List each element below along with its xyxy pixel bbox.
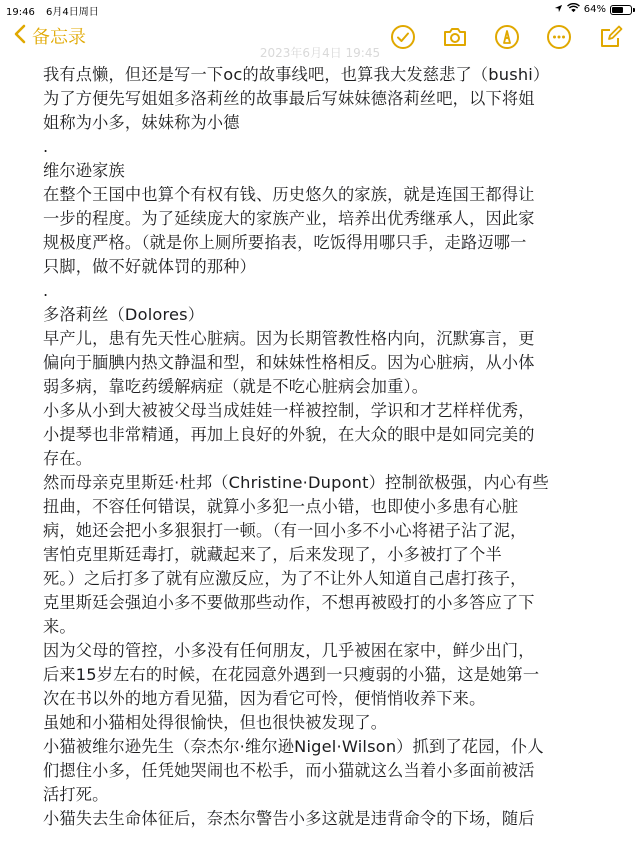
checklist-button[interactable] <box>388 22 418 52</box>
note-line: 虽她和小猫相处得很愉快，但也很快被发现了。 <box>43 713 388 732</box>
note-line: 早产儿，患有先天性心脏病。因为长期管教性格内向，沉默寡言，更 <box>43 329 535 348</box>
location-icon <box>554 4 563 16</box>
note-line: 来。 <box>43 617 76 636</box>
note-line: 存在。 <box>43 449 93 468</box>
note-line: 扭曲，不容任何错误，就算小多犯一点小错，也即使小多患有心脏 <box>43 497 519 516</box>
note-line: 一步的程度。为了延续庞大的家族产业，培养出优秀继承人，因此家 <box>43 209 535 228</box>
note-line: 偏向于腼腆内热文静温和型，和妹妹性格相反。因为心脏病，从小体 <box>43 353 535 372</box>
note-date-watermark: 2023年6月4日 19:45 <box>259 46 381 60</box>
note-line: 维尔逊家族 <box>43 161 125 180</box>
markup-button[interactable] <box>492 22 522 52</box>
note-line: 只脚，做不好就体罚的那种） <box>43 257 257 276</box>
status-left <box>6 3 107 18</box>
note-line: . <box>43 281 49 300</box>
note-line: 弱多病，靠吃药缓解病症（就是不吃心脏病会加重）。 <box>43 377 429 396</box>
note-line: . <box>43 137 49 156</box>
note-line: 姐称为小多，妹妹称为小德 <box>43 113 240 132</box>
checklist-icon <box>390 24 416 50</box>
note-line: 活打死。 <box>43 785 109 804</box>
note-line: 们摁住小多，任凭她哭闹也不松手，而小猫就这么当着小多面前被活 <box>43 761 535 780</box>
back-label: 备忘录 <box>32 27 86 48</box>
battery-percent: 64% <box>583 4 606 15</box>
nav-bar <box>0 20 640 60</box>
note-line: 我有点懒，但还是写一下oc的故事线吧，也算我大发慈悲了（bushi） <box>43 65 550 84</box>
status-time: 19:46 <box>6 7 35 18</box>
compose-icon <box>598 24 624 50</box>
battery-fill <box>612 7 623 13</box>
note-line: 次在书以外的地方看见猫，因为看它可怜，便悄悄收养下来。 <box>43 689 486 708</box>
status-bar <box>0 0 640 18</box>
note-line: 为了方便先写姐姐多洛莉丝的故事最后写妹妹德洛莉丝吧，以下将姐 <box>43 89 535 108</box>
camera-icon <box>442 24 468 50</box>
status-date: 6月4日周日 <box>46 7 99 18</box>
note-line: 死。）之后打多了就有应激反应，为了不让外人知道自己虐打孩子， <box>43 569 527 588</box>
note-line: 小多从小到大被被父母当成娃娃一样被控制，学识和才艺样样优秀， <box>43 401 535 420</box>
battery-icon <box>610 5 632 15</box>
camera-button[interactable] <box>440 22 470 52</box>
note-line: 小提琴也非常精通，再加上良好的外貌，在大众的眼中是如同完美的 <box>43 425 535 444</box>
wifi-icon <box>567 3 580 16</box>
note-line: 多洛莉丝（Dolores） <box>43 305 205 324</box>
more-icon <box>546 24 572 50</box>
toolbar <box>388 22 626 52</box>
note-line: 后来15岁左右的时候，在花园意外遇到一只瘦弱的小猫，这是她第一 <box>43 665 540 684</box>
note-line: 因为父母的管控，小多没有任何朋友，几乎被困在家中，鲜少出门， <box>43 641 535 660</box>
note-line: 小猫被维尔逊先生（奈杰尔·维尔逊Nigel·Wilson）抓到了花园，仆人 <box>43 737 544 756</box>
more-button[interactable] <box>544 22 574 52</box>
note-line: 克里斯廷会强迫小多不要做那些动作，不想再被殴打的小多答应了下 <box>43 593 535 612</box>
note-line: 害怕克里斯廷毒打，就藏起来了，后来发现了，小多被打了个半 <box>43 545 502 564</box>
note-line: 小猫失去生命体征后，奈杰尔警告小多这就是违背命令的下场，随后 <box>43 809 535 828</box>
note-line: 然而母亲克里斯廷·杜邦（Christine·Dupont）控制欲极强，内心有些 <box>43 473 549 492</box>
note-line: 病，她还会把小多狠狠打一顿。（有一回小多不小心将裙子沾了泥， <box>43 521 527 540</box>
markup-pen-icon <box>494 24 520 50</box>
note-line: 规极度严格。（就是你上厕所要掐表，吃饭得用哪只手，走路迈哪一 <box>43 233 527 252</box>
note-body[interactable] <box>43 63 603 831</box>
status-right <box>554 3 632 16</box>
note-line: 在整个王国中也算个有权有钱、历史悠久的家族，就是连国王都得让 <box>43 185 535 204</box>
compose-button[interactable] <box>596 22 626 52</box>
